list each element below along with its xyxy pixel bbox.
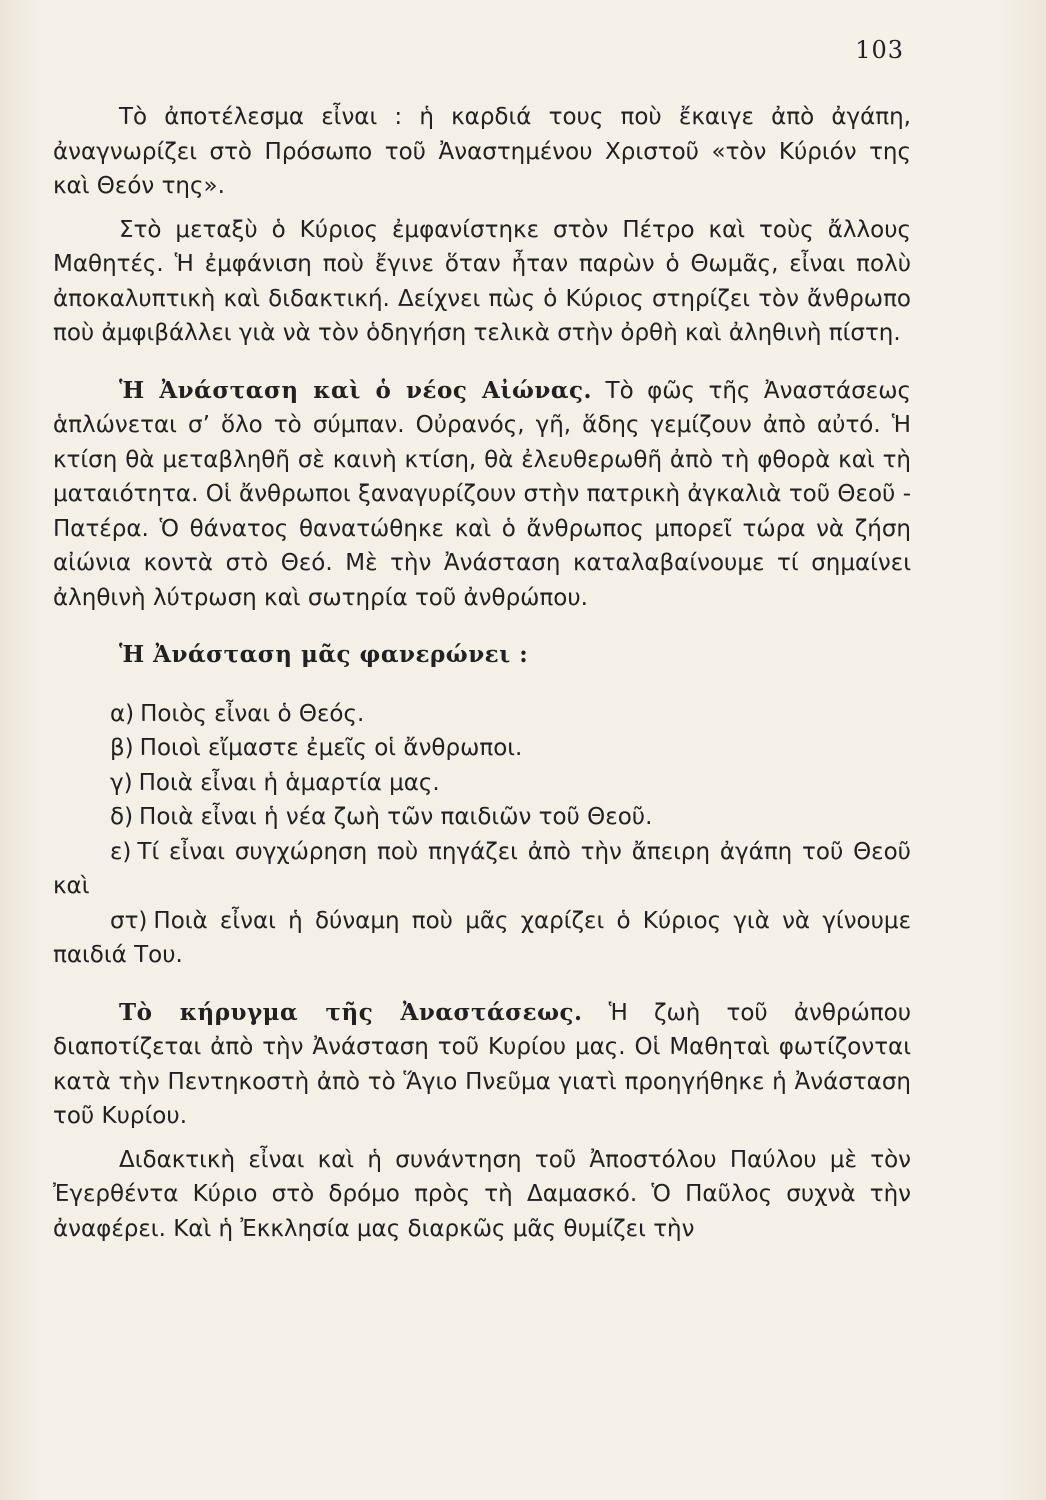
list-text: Ποιοὶ εἴμαστε ἐμεῖς οἱ ἄνθρωποι.: [139, 735, 523, 761]
list-label: β): [110, 735, 134, 761]
list-label: α): [110, 700, 135, 727]
list-label: δ): [110, 804, 134, 830]
reveals-list: [53, 697, 911, 973]
section-heading: Τὸ κήρυγμα τῆς Ἀναστάσεως.: [119, 998, 583, 1026]
list-item: [53, 904, 911, 973]
list-label: ε): [110, 838, 132, 865]
list-text: Ποιὰ εἶναι ἡ ἁμαρτία μας.: [138, 769, 440, 796]
list-item: [53, 835, 911, 904]
page-body: [53, 100, 911, 1246]
list-label: στ): [110, 907, 148, 934]
list-text: Ποιὰ εἶναι ἡ νέα ζωὴ τῶν παιδιῶν τοῦ Θεοῦ.: [139, 804, 653, 830]
list-item: [53, 731, 911, 766]
paragraph-appearance: Στὸ μεταξὺ ὁ Κύριος ἐμφανίστηκε στὸν Πέτρο καὶ τοὺς ἄλλους Μαθητές. Ἡ ἐμφάνιση ποὺ ἔγινε ὅταν ἦταν παρὼν ὁ Θωμᾶς, εἶναι πολὺ ἀποκαλυπτικὴ καὶ διδακτική. Δείχνει πὼς ὁ Κύριος στηρίζει τὸν ἄνθρωπο ποὺ ἀμφιβάλλει γιὰ νὰ τὸν ὁδηγήση τελικὰ στὴν ὀρθὴ καὶ ἀληθινὴ πίστη.: [53, 216, 911, 346]
list-text: Ποιὰ εἶναι ἡ δύναμη ποὺ μᾶς χαρίζει ὁ Κύριος γιὰ νὰ γίνουμε παιδιά Του.: [53, 907, 911, 968]
list-label: γ): [110, 769, 133, 796]
section-heading: Ἡ Ἀνάσταση καὶ ὁ νέος Αἰώνας.: [119, 376, 593, 404]
section-reveals: [53, 638, 911, 673]
section-heading: Ἡ Ἀνάσταση μᾶς φανερώνει :: [119, 641, 529, 668]
list-item: [53, 697, 911, 732]
section-preaching: [53, 996, 911, 1134]
list-text: Τί εἶναι συγχώρηση ποὺ πηγάζει ἀπὸ τὴν ἄπειρη ἀγάπη τοῦ Θεοῦ καὶ: [53, 838, 911, 899]
list-item: [53, 800, 911, 835]
list-item: [53, 766, 911, 801]
paragraph-result: Τὸ ἀποτέλεσμα εἶναι : ἡ καρδιά τους ποὺ ἔκαιγε ἀπὸ ἀγάπη, ἀναγνωρίζει στὸ Πρόσωπο τοῦ Ἀναστημένου Χριστοῦ «τὸν Κύριόν της καὶ Θεόν της».: [53, 104, 911, 199]
paragraph-paul: Διδακτικὴ εἶναι καὶ ἡ συνάντηση τοῦ Ἀποστόλου Παύλου μὲ τὸν Ἐγερθέντα Κύριο στὸ δρόμο πρὸς τὴ Δαμασκό. Ὁ Παῦλος συχνὰ τὴν ἀναφέρει. Καὶ ἡ Ἐκκλησία μας διαρκῶς μᾶς θυμίζει τὴν: [53, 1146, 911, 1242]
section-text: Ἡ ζωὴ τοῦ ἀνθρώπου διαποτίζεται ἀπὸ τὴν Ἀνάσταση τοῦ Κυρίου μας. Οἱ Μαθηταὶ φωτίζονται κατὰ τὴν Πεντηκοστὴ ἀπὸ τὸ Ἅγιο Πνεῦμα γιατὶ προηγήθηκε ἡ Ἀνάσταση τοῦ Κυρίου.: [53, 999, 911, 1129]
section-text: Τὸ φῶς τῆς Ἀναστάσεως ἁπλώνεται σ’ ὅλο τὸ σύμπαν. Οὐρανός, γῆ, ἅδης γεμίζουν ἀπὸ αὐτό. Ἡ κτίση θὰ μεταβληθῆ σὲ καινὴ κτίση, θὰ ἐλευθερωθῆ ἀπὸ τὴ φθορὰ καὶ τὴ ματαιότητα. Οἱ ἄνθρωποι ξαναγυρίζουν στὴν πατρικὴ ἀγκαλιὰ τοῦ Θεοῦ - Πατέρα. Ὁ θάνατος θανατώθηκε καὶ ὁ ἄνθρωπος μπορεῖ τώρα νὰ ζήση αἰώνια κοντὰ στὸ Θεό. Μὲ τὴν Ἀνάσταση καταλαβαίνουμε τί σημαίνει ἀληθινὴ λύτρωση καὶ σωτηρία τοῦ ἀνθρώπου.: [53, 377, 911, 611]
page-number: 103: [855, 36, 904, 64]
list-text: Ποιὸς εἶναι ὁ Θεός.: [140, 700, 365, 727]
section-resurrection-new-age: [53, 374, 911, 616]
